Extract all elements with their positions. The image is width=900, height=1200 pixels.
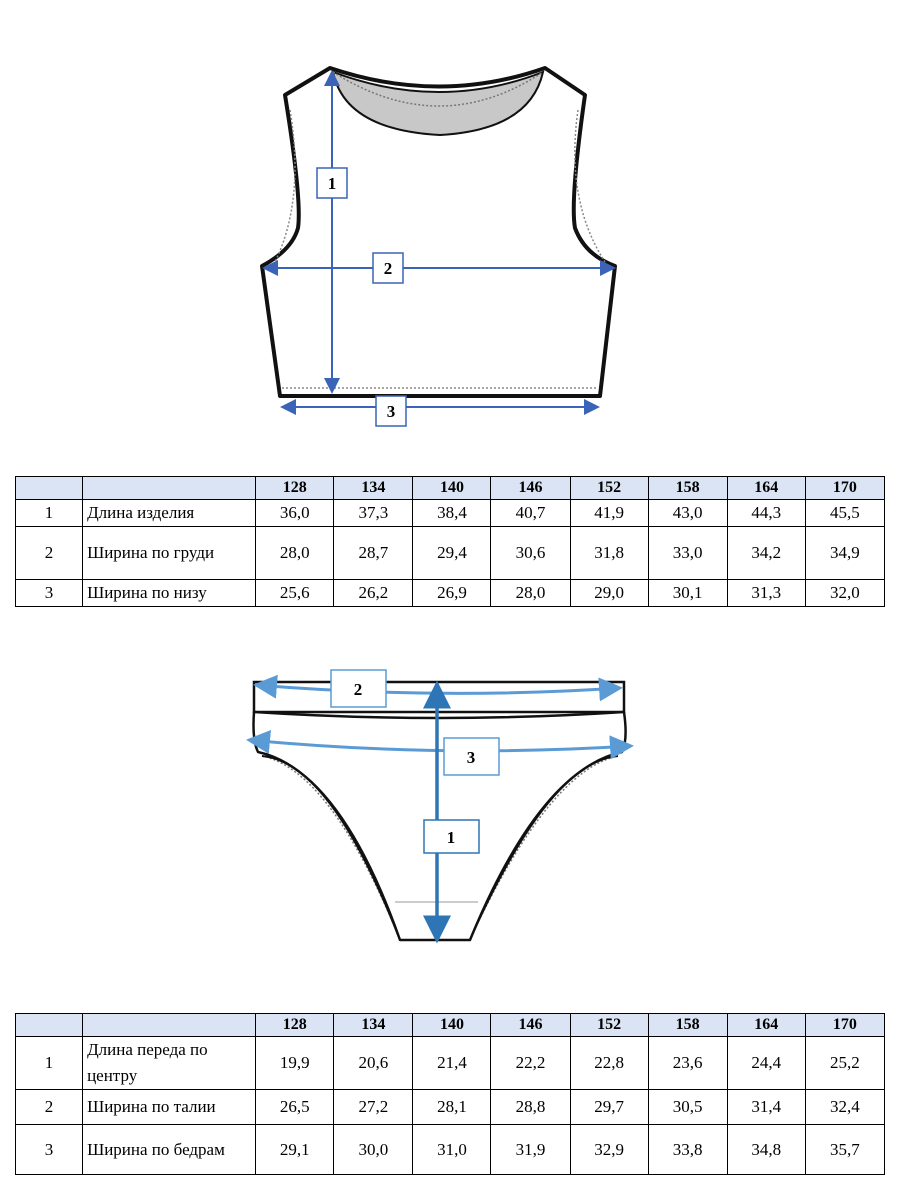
measure-label-2 (331, 670, 386, 707)
value-cell: 31,8 (570, 527, 648, 580)
row-index: 2 (16, 1090, 83, 1125)
table-row (16, 1125, 885, 1175)
row-index: 1 (16, 1037, 83, 1090)
row-index: 3 (16, 580, 83, 607)
value-cell: 30,5 (648, 1090, 727, 1125)
size-header: 128 (256, 1014, 334, 1037)
value-cell: 29,1 (256, 1125, 334, 1175)
value-cell: 31,0 (413, 1125, 491, 1175)
measure-name: Длина изделия (83, 500, 256, 527)
value-cell: 22,2 (491, 1037, 570, 1090)
measure-label-3 (376, 396, 406, 426)
value-cell: 22,8 (570, 1037, 648, 1090)
size-header: 152 (570, 1014, 648, 1037)
measure-name: Длина переда по центру (83, 1037, 256, 1090)
measure-label-1 (424, 820, 479, 853)
value-cell: 37,3 (334, 500, 413, 527)
size-header: 170 (805, 477, 884, 500)
value-cell: 29,7 (570, 1090, 648, 1125)
measure-name: Ширина по бедрам (83, 1125, 256, 1175)
value-cell: 24,4 (727, 1037, 805, 1090)
value-cell: 32,0 (805, 580, 884, 607)
table-row (16, 500, 885, 527)
value-cell: 26,5 (256, 1090, 334, 1125)
header-blank (83, 477, 256, 500)
size-header: 140 (413, 477, 491, 500)
value-cell: 28,7 (334, 527, 413, 580)
row-index: 3 (16, 1125, 83, 1175)
value-cell: 31,4 (727, 1090, 805, 1125)
size-header: 158 (648, 1014, 727, 1037)
size-header: 140 (413, 1014, 491, 1037)
value-cell: 19,9 (256, 1037, 334, 1090)
value-cell: 29,0 (570, 580, 648, 607)
value-cell: 32,9 (570, 1125, 648, 1175)
size-header: 128 (256, 477, 334, 500)
size-header: 134 (334, 477, 413, 500)
value-cell: 25,6 (256, 580, 334, 607)
measure-label-1 (317, 168, 347, 198)
measure-name: Ширина по низу (83, 580, 256, 607)
value-cell: 40,7 (491, 500, 570, 527)
svg-text:2: 2 (383, 259, 393, 278)
value-cell: 38,4 (413, 500, 491, 527)
value-cell: 27,2 (334, 1090, 413, 1125)
svg-text:3: 3 (466, 748, 476, 767)
svg-text:1: 1 (446, 828, 456, 847)
header-blank (16, 1014, 83, 1037)
size-header: 164 (727, 477, 805, 500)
svg-text:1: 1 (327, 174, 337, 193)
value-cell: 30,1 (648, 580, 727, 607)
measure-name: Ширина по талии (83, 1090, 256, 1125)
value-cell: 28,0 (491, 580, 570, 607)
value-cell: 20,6 (334, 1037, 413, 1090)
value-cell: 36,0 (256, 500, 334, 527)
crop-top-outline (262, 68, 615, 396)
value-cell: 23,6 (648, 1037, 727, 1090)
size-header: 158 (648, 477, 727, 500)
value-cell: 45,5 (805, 500, 884, 527)
value-cell: 29,4 (413, 527, 491, 580)
value-cell: 33,0 (648, 527, 727, 580)
svg-text:2: 2 (353, 680, 363, 699)
briefs-outline (254, 682, 626, 940)
row-index: 2 (16, 527, 83, 580)
value-cell: 25,2 (805, 1037, 884, 1090)
value-cell: 35,7 (805, 1125, 884, 1175)
measure-label-3 (444, 738, 499, 775)
row-index: 1 (16, 500, 83, 527)
value-cell: 31,9 (491, 1125, 570, 1175)
value-cell: 26,9 (413, 580, 491, 607)
size-header-row (16, 1014, 885, 1037)
svg-text:3: 3 (386, 402, 396, 421)
size-header-row (16, 477, 885, 500)
briefs-diagram (0, 660, 900, 960)
header-blank (83, 1014, 256, 1037)
value-cell: 41,9 (570, 500, 648, 527)
header-blank (16, 477, 83, 500)
table-row (16, 580, 885, 607)
value-cell: 30,0 (334, 1125, 413, 1175)
crop-top-diagram (0, 50, 900, 440)
value-cell: 43,0 (648, 500, 727, 527)
table-row (16, 527, 885, 580)
value-cell: 28,8 (491, 1090, 570, 1125)
size-header: 152 (570, 477, 648, 500)
size-header: 164 (727, 1014, 805, 1037)
value-cell: 34,8 (727, 1125, 805, 1175)
briefs-size-table (15, 1013, 885, 1175)
value-cell: 31,3 (727, 580, 805, 607)
size-header: 146 (491, 1014, 570, 1037)
size-header: 134 (334, 1014, 413, 1037)
table-row (16, 1090, 885, 1125)
value-cell: 26,2 (334, 580, 413, 607)
size-header: 146 (491, 477, 570, 500)
value-cell: 30,6 (491, 527, 570, 580)
size-header: 170 (805, 1014, 884, 1037)
value-cell: 21,4 (413, 1037, 491, 1090)
measure-label-2 (373, 253, 403, 283)
value-cell: 44,3 (727, 500, 805, 527)
value-cell: 34,9 (805, 527, 884, 580)
value-cell: 28,0 (256, 527, 334, 580)
value-cell: 28,1 (413, 1090, 491, 1125)
value-cell: 32,4 (805, 1090, 884, 1125)
crop-top-size-table (15, 476, 885, 607)
table-row (16, 1037, 885, 1090)
measure-name: Ширина по груди (83, 527, 256, 580)
value-cell: 34,2 (727, 527, 805, 580)
value-cell: 33,8 (648, 1125, 727, 1175)
